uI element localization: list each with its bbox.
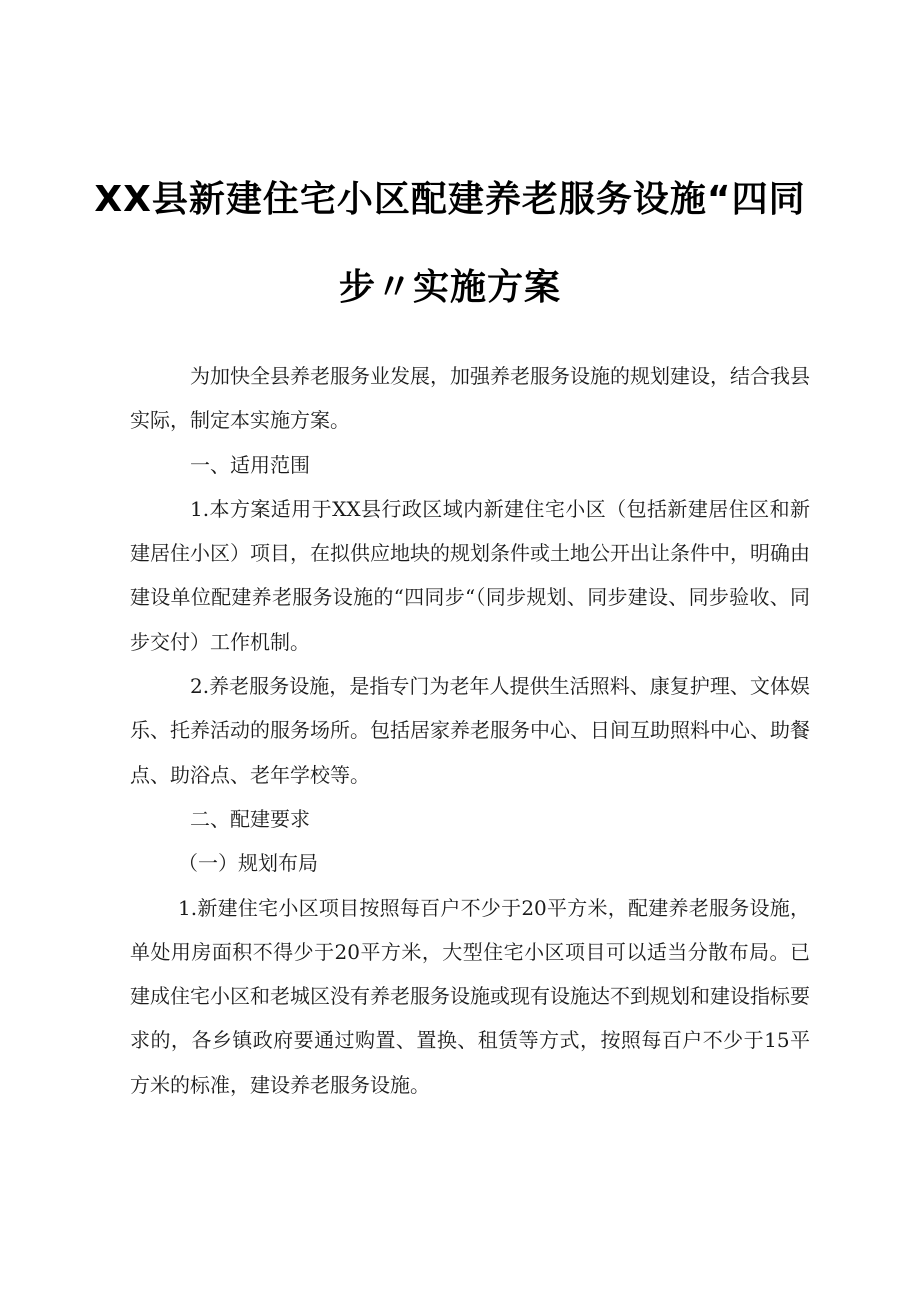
document-body [130, 354, 810, 1107]
planning-item-1: 1.新建住宅小区项目按照每百户不少于20平方米，配建养老服务设施，单处用房面积不得少于20平方米，大型住宅小区项目可以适当分散布局。已建成住宅小区和老城区没有养老服务设施或现有设施达不到规划和建设指标要求的，各乡镇政府要通过购置、置换、租赁等方式，按照每百户不少于15平方米的标准，建设养老服务设施。 [130, 895, 810, 1097]
section-heading-scope: 一、适用范围 [190, 452, 310, 477]
document-title-line-2: 步〃实施方案 [338, 267, 561, 308]
scope-item-2: 2.养老服务设施，是指专门为老年人提供生活照料、康复护理、文体娱乐、托养活动的服务场所。包括居家养老服务中心、日间互助照料中心、助餐点、助浴点、老年学校等。 [130, 674, 810, 787]
document-title-line-1: XX县新建住宅小区配建养老服务设施“四同 [94, 179, 806, 220]
subsection-heading-planning: （一）规划布局 [178, 851, 318, 876]
section-heading-requirements: 二、配建要求 [190, 806, 310, 831]
intro-paragraph: 为加快全县养老服务业发展，加强养老服务设施的规划建设，结合我县实际，制定本实施方案。 [130, 364, 810, 433]
scope-item-1: 1.本方案适用于XX县行政区域内新建住宅小区（包括新建居住区和新建居住小区）项目，在拟供应地块的规划条件或土地公开出让条件中，明确由建设单位配建养老服务设施的“四同步“（同步规划、同步建设、同步验收、同步交付）工作机制。 [130, 496, 810, 654]
